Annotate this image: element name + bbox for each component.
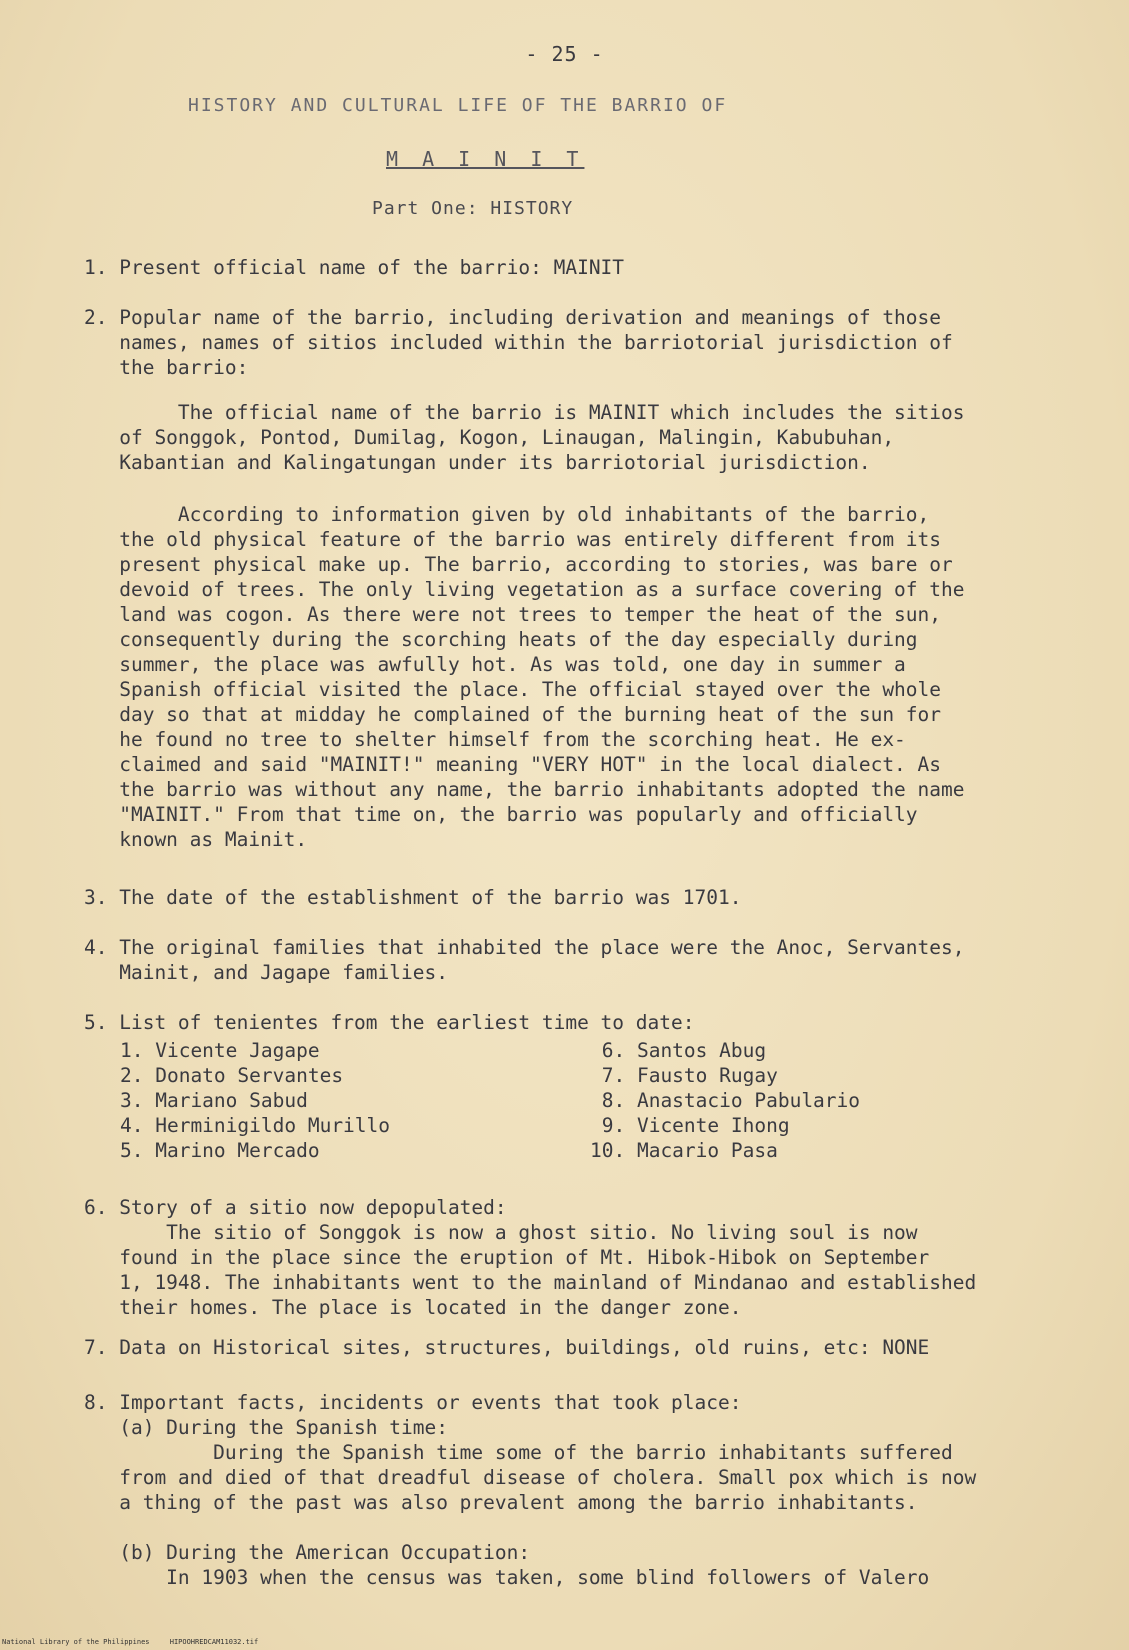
item-establishment-date: 3. The date of the establishment of the barrio was 1701.: [84, 886, 742, 909]
document-subtitle: M A I N I T: [386, 147, 585, 171]
item-important-facts: 8. Important facts, incidents or events that took place: (a) During the Spanish time: During the Spanish time some of the barrio inhabitants suffered from and died of that dreadful disease of cholera. Small pox which is now a thing of the past was also prevalent among the barrio inhabitants. (b) During the American Occupation: In 1903 when the census was taken, some blind followers of Valero: [84, 1391, 977, 1589]
part-heading: Part One: HISTORY: [372, 198, 574, 219]
paragraph-name-origin: According to information given by old inhabitants of the barrio, the old physical feature of the barrio was entirely different from its present physical make up. The barrio, according to stories, was bare or devoid of trees. The only living vegetation as a surface covering of the land was cogon. As there were not trees to temper the heat of the sun, consequently during the scorching heats of the day especially during summer, the place was awfully hot. As was told, one day in summer a Spanish official visited the place. The official stayed over the whole day so that at midday he complained of the burning heat of the sun for he found no tree to shelter himself from the scorching heat. He ex- claimed and said "MAINIT!" meaning "VERY HOT" in the local dialect. As the barrio was without any name, the barrio inhabitants adopted the name "MAINIT." From that time on, the barrio was popularly and officially known as Mainit.: [119, 503, 965, 851]
page-number: - 25 -: [525, 42, 604, 66]
item-historical-sites: 7. Data on Historical sites, structures, buildings, old ruins, etc: NONE: [84, 1336, 930, 1359]
item-popular-name: 2. Popular name of the barrio, including derivation and meanings of those names, names of sitios included within the barriotorial jurisdiction of the barrio:: [84, 306, 953, 379]
tenientes-list-left: 1. Vicente Jagape 2. Donato Servantes 3. Mariano Sabud 4. Herminigildo Murillo 5. Marino Mercado: [120, 1039, 391, 1162]
paragraph-sitios: The official name of the barrio is MAINIT which includes the sitios of Songgok, Pontod, Dumilag, Kogon, Linaugan, Malingin, Kabubuhan, Kabantian and Kalingatungan under its barriotorial jurisdiction.: [119, 401, 965, 474]
item-tenientes-heading: 5. List of tenientes from the earliest time to date:: [84, 1011, 695, 1034]
item-official-name: 1. Present official name of the barrio: MAINIT: [84, 256, 625, 279]
file-label: HIPOOHREDCAM11032.tif: [169, 1638, 259, 1646]
item-original-families: 4. The original families that inhabited the place were the Anoc, Servantes, Mainit, and Jagape families.: [84, 936, 965, 984]
library-label: National Library of the Philippines: [2, 1638, 150, 1646]
tenientes-list-right: 6. Santos Abug 7. Fausto Rugay 8. Anastacio Pabulario 9. Vicente Ihong 10. Macario Pasa: [590, 1039, 861, 1162]
document-title: HISTORY AND CULTURAL LIFE OF THE BARRIO OF: [188, 95, 728, 116]
scan-footer: [2, 1638, 274, 1646]
item-depopulated-sitio: 6. Story of a sitio now depopulated: The sitio of Songgok is now a ghost sitio. No living soul is now found in the place since the eruption of Mt. Hibok-Hibok on September 1, 1948. The inhabitants went to the mainland of Mindanao and established their homes. The place is located in the danger zone.: [84, 1196, 977, 1319]
